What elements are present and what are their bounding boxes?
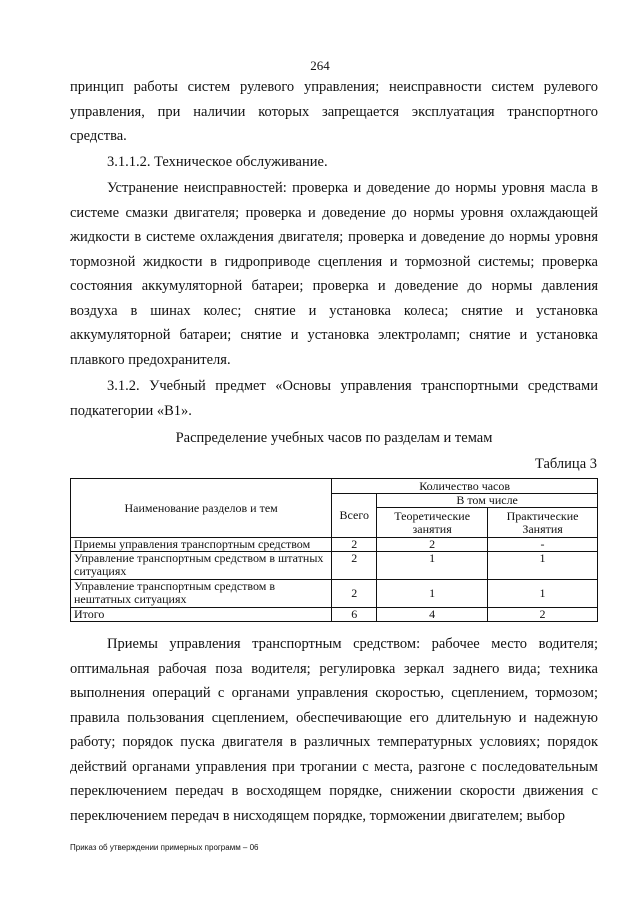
table-label: Таблица 3 <box>534 456 597 472</box>
row-practice: 1 <box>488 552 598 580</box>
table-row <box>71 538 598 552</box>
table-title: Распределение учебных часов по разделам и темам <box>175 430 493 446</box>
row-practice: - <box>488 538 598 552</box>
row-name: Итого <box>71 608 332 622</box>
row-name: Управление транспортным средством в штатных ситуациях <box>71 552 332 580</box>
header-total: Всего <box>332 494 377 538</box>
row-total: 2 <box>332 552 377 580</box>
row-practice: 1 <box>488 580 598 608</box>
paragraph-troubleshooting: Устранение неисправностей: проверка и доведение до нормы уровня масла в системе смазки двигателя; проверка и доведение до нормы уровня охлаждающей жидкости в системе охлаждения двигателя; проверка и доведение до нормы уровня тормозной жидкости в гидроприводе сцепления и тормозной системы; проверка состояния аккумуляторной батареи; проверка и доведение до нормы давления воздуха в шинах колес; снятие и установка колеса; снятие и установка аккумуляторной батареи; снятие и установка электроламп; снятие и установка плавкого предохранителя. <box>70 180 598 368</box>
header-theory: Теоретические занятия <box>377 508 488 538</box>
row-total: 2 <box>332 580 377 608</box>
section-heading-subject: 3.1.2. Учебный предмет «Основы управления транспортными средствами подкатегории «B1». <box>70 378 598 419</box>
hours-table <box>70 478 598 622</box>
row-name: Приемы управления транспортным средством <box>71 538 332 552</box>
row-theory: 1 <box>377 552 488 580</box>
row-theory: 1 <box>377 580 488 608</box>
page-number: 264 <box>310 58 330 73</box>
row-practice: 2 <box>488 608 598 622</box>
table-row <box>71 552 598 580</box>
table-row <box>71 580 598 608</box>
header-practice: Практические Занятия <box>488 508 598 538</box>
row-total: 6 <box>332 608 377 622</box>
table-row-total <box>71 608 598 622</box>
header-section-name: Наименование разделов и тем <box>71 479 332 538</box>
header-hours: Количество часов <box>332 479 598 494</box>
paragraph-steering: принцип работы систем рулевого управления; неисправности систем рулевого управления, при наличии которых запрещается эксплуатация транспортного средства. <box>70 79 598 144</box>
row-theory: 4 <box>377 608 488 622</box>
row-theory: 2 <box>377 538 488 552</box>
row-name: Управление транспортным средством в нештатных ситуациях <box>71 580 332 608</box>
row-total: 2 <box>332 538 377 552</box>
footer-note: Приказ об утверждении примерных программ – 06 <box>70 843 259 852</box>
paragraph-control-techniques: Приемы управления транспортным средством: рабочее место водителя; оптимальная рабочая поза водителя; регулировка зеркал заднего вида; техника выполнения операций с органами управления скоростью, сцеплением, тормозом; правила пользования сцеплением, обеспечивающие его длительную и надежную работу; порядок пуска двигателя в различных температурных условиях; порядок действий органами управления при трогании с места, разгоне с последовательным переключением передач в восходящем порядке, снижении скорости движения с переключением передач в нисходящем порядке, торможении двигателем; выбор <box>70 636 598 824</box>
section-heading-maintenance: 3.1.1.2. Техническое обслуживание. <box>107 154 328 170</box>
header-including: В том числе <box>377 494 598 508</box>
